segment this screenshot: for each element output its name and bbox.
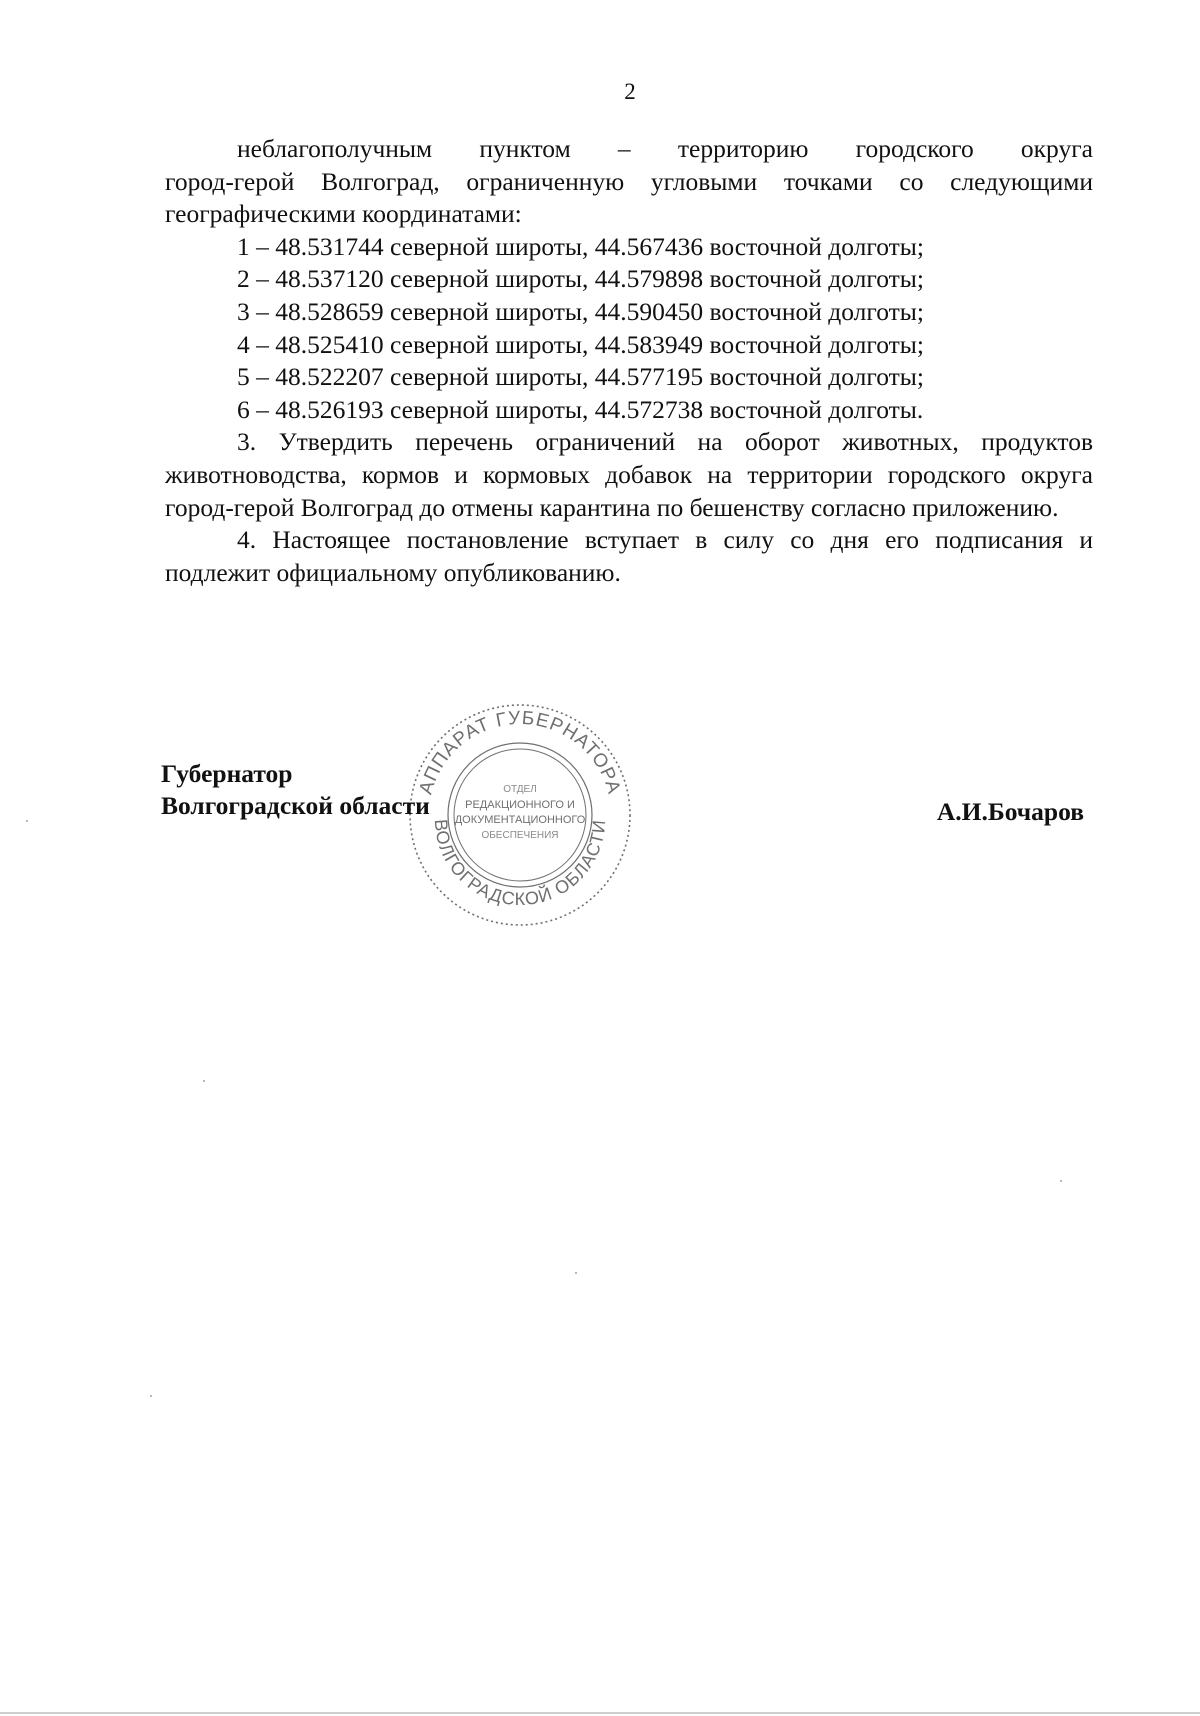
coordinate-line-2: 2 – 48.537120 северной широты, 44.579898 восточной долготы; [237,264,924,294]
coordinate-line-4: 4 – 48.525410 северной широты, 44.583949 восточной долготы; [237,329,924,359]
coordinate-line-1: 1 – 48.531744 северной широты, 44.567436 восточной долготы; [237,231,924,261]
intro-line-2: город-герой Волгоград, ограниченную угловыми точками со следующими [165,166,1093,196]
page-number: 2 [624,79,636,104]
signatory-title [161,758,430,822]
coordinate-line-5: 5 – 48.522207 северной широты, 44.577195 восточной долготы; [237,362,924,392]
stamp-lower-text: ВОЛГОГРАДСКОЙ ОБЛАСТИ [430,818,610,910]
scan-speck [150,1395,152,1397]
coordinate-line-3: 3 – 48.528659 северной широты, 44.590450 восточной долготы; [237,296,924,326]
stamp-outer-text: АППАРАТ ГУБЕРНАТОРА [415,707,625,797]
signatory-title-line-1: Губернатор [161,759,293,788]
stamp-center-line-4: ОБЕСПЕЧЕНИЯ [481,830,559,841]
coordinate-line-6: 6 – 48.526193 северной широты, 44.572738 восточной долготы. [237,394,924,424]
stamp-center-line-1: ОТДЕЛ [503,784,537,795]
scan-bottom-edge [0,1712,1200,1714]
scan-speck [203,1080,205,1082]
scan-speck [1060,1180,1062,1182]
intro-line-1: неблагополучным пунктом – территорию городского округа [237,134,1093,163]
signatory-name: А.И.Бочаров [936,797,1084,826]
stamp-center-line-3: ДОКУМЕНТАЦИОННОГО [454,814,586,826]
document-body [165,133,1093,589]
official-stamp [405,700,635,930]
stamp-center-line-2: РЕДАКЦИОННОГО И [465,799,575,811]
paragraph-item-4: 4. Настоящее постановление вступает в силу со дня его подписания и подлежит официальному опубликованию. [165,525,1093,587]
signatory-title-line-2: Волгоградской области [161,791,430,820]
scan-speck [26,820,28,822]
intro-line-3: географическими координатами: [165,199,522,229]
paragraph-item-3: 3. Утвердить перечень ограничений на оборот животных, продуктов животноводства, кормов и кормовых добавок на территории городского округа город-герой Волгоград до отмены карантина по бешенству согласно приложению. [165,427,1093,522]
scan-speck [575,1272,577,1274]
